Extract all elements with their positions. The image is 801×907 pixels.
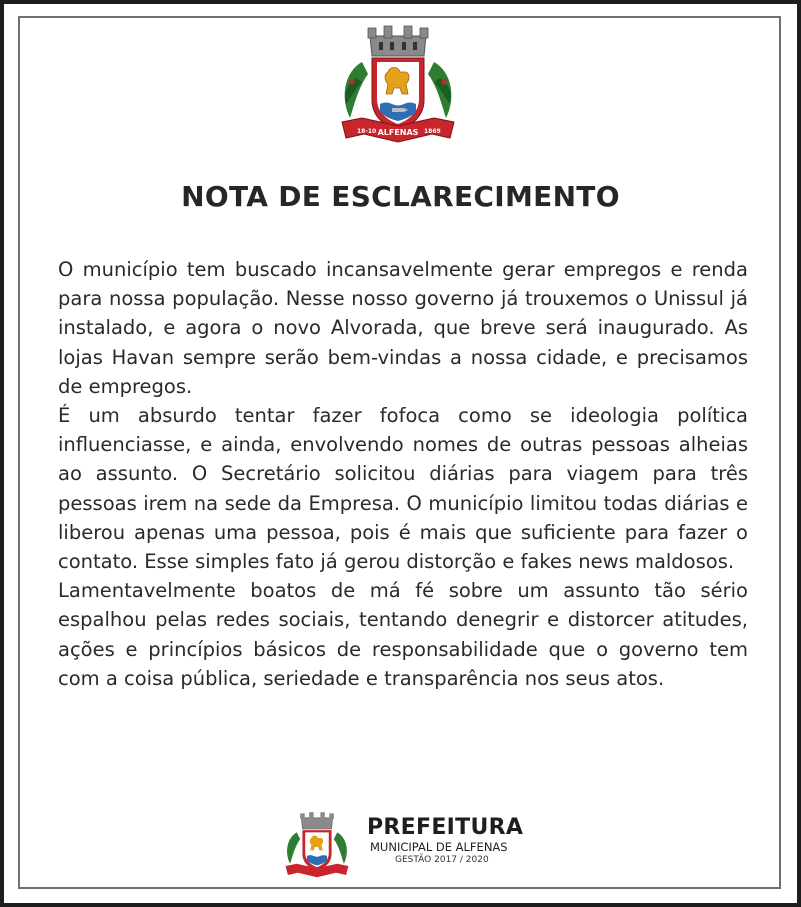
crest-ribbon-center: ALFENAS <box>377 128 419 137</box>
page-title: NOTA DE ESCLARECIMENTO <box>181 180 620 213</box>
paragraph-1: O município tem buscado incansavelmente gerar empregos e renda para nossa população. Nesse nosso governo já trouxemos o Unissul já instalado, e agora o novo Alvorada, que breve será inaugurado. As lojas Havan sempre serão bem-vindas a nossa cidade, e precisamos de empregos. <box>58 258 748 398</box>
footer-line-2: MUNICIPAL DE ALFENAS <box>370 840 508 854</box>
footer-line-1: PREFEITURA <box>367 815 524 840</box>
alfenas-coat-of-arms <box>332 22 464 147</box>
crest-ribbon-right: 1869 <box>424 128 441 135</box>
paragraph-3: Lamentavelmente boatos de má fé sobre um assunto tão sério espalhou pelas redes sociais, tentando denegrir e distorcer atitudes, ações e princípios básicos de responsabilidade que o governo tem com a coisa pública, seriedade e transparência nos seus atos. <box>58 579 748 690</box>
footer-brand <box>367 816 527 866</box>
paragraph-2: É um absurdo tentar fazer fofoca como se ideologia política influenciasse, e ainda, envolvendo nomes de outras pessoas alheias ao assunto. O Secretário solicitou diárias para viagem para três pessoas irem na sede da Empresa. O município limitou todas diárias e liberou apenas uma pessoa, pois é mais que suficiente para fazer o contato. Esse simples fato já gerou distorção e fakes news maldosos. <box>58 404 748 574</box>
footer-coat-of-arms <box>280 808 354 882</box>
footer-line-3: GESTÃO 2017 / 2020 <box>395 855 489 865</box>
crest-ribbon-left: 18-10 <box>357 128 377 135</box>
body-text <box>58 255 748 693</box>
